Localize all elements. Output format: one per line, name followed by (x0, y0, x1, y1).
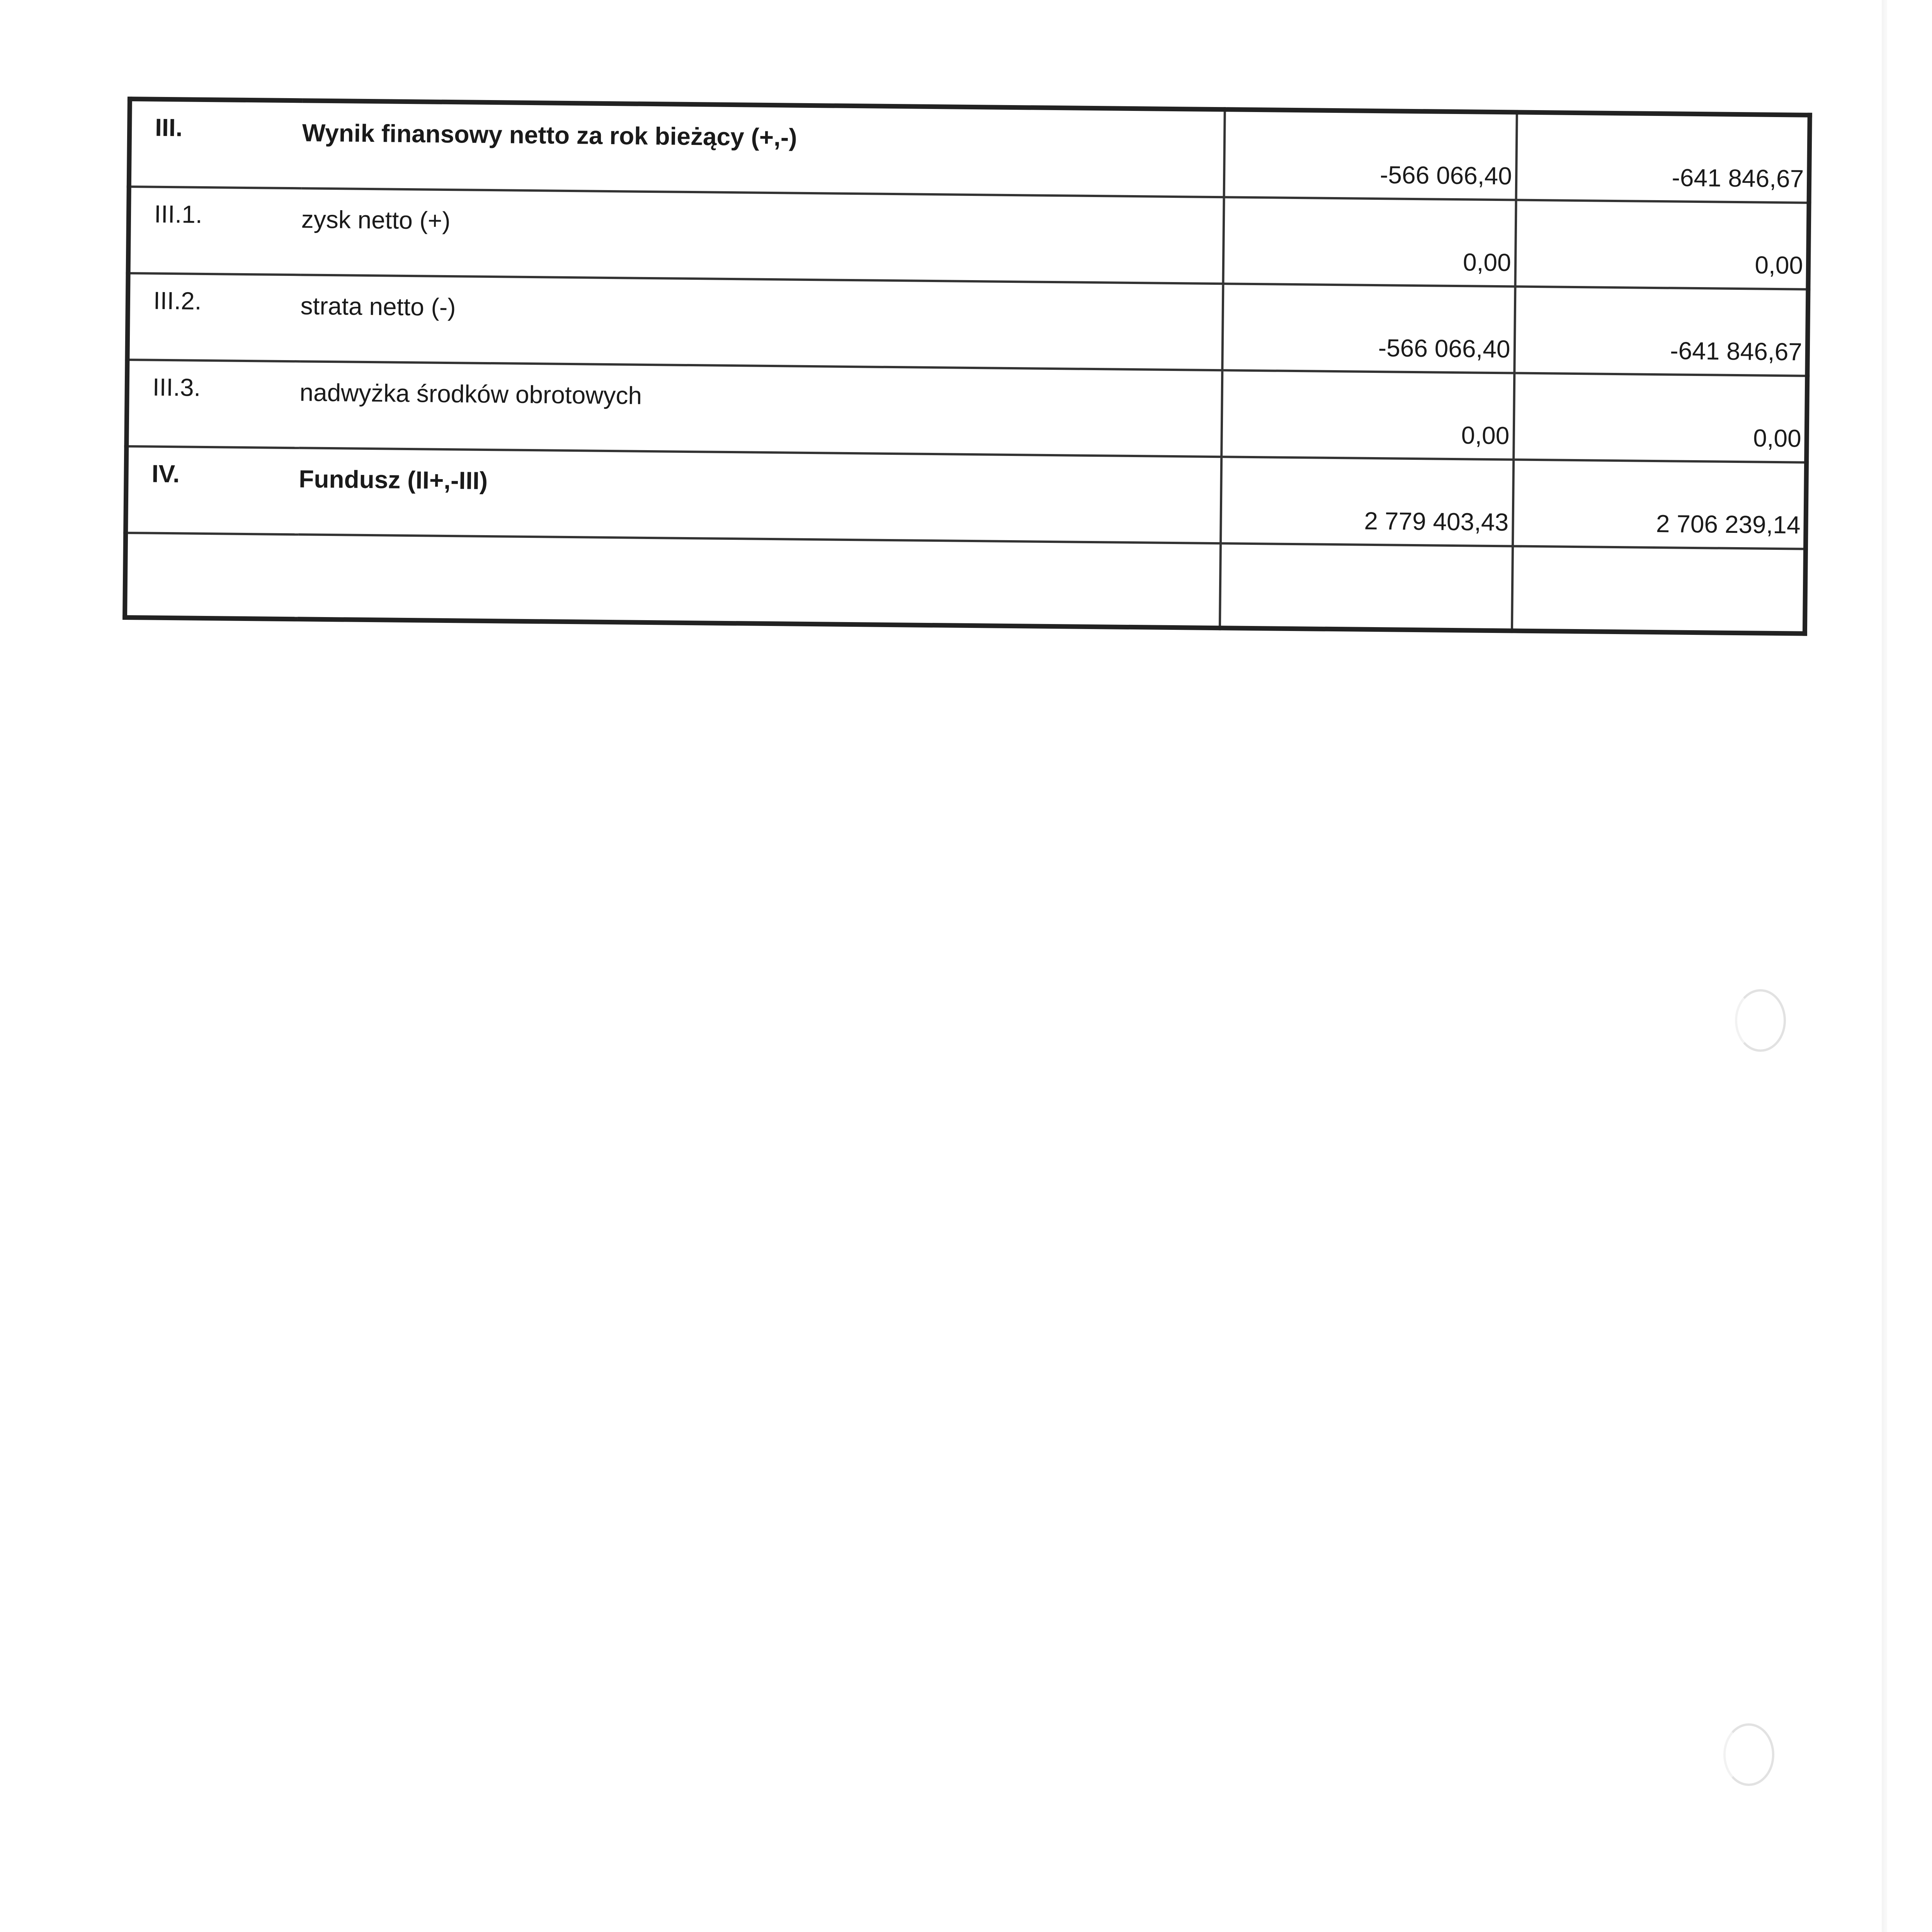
value-current-year: 0,00 (1223, 197, 1516, 286)
value-current-year: -566 066,40 (1223, 284, 1515, 373)
value-previous-year: 0,00 (1514, 373, 1808, 462)
punch-hole-mark (1735, 989, 1786, 1052)
value-previous-year: -641 846,67 (1516, 112, 1810, 203)
table-row (126, 446, 1806, 549)
table-row (129, 99, 1810, 203)
value-previous-year: -641 846,67 (1514, 286, 1808, 376)
value-current-year: 0,00 (1221, 370, 1514, 459)
row-number: III.2. (127, 273, 301, 361)
empty-cell (298, 534, 1221, 628)
row-label: nadwyżka środków obrotowych (299, 361, 1222, 457)
row-label: strata netto (-) (300, 275, 1223, 370)
row-label: Fundusz (II+,-III) (298, 448, 1221, 543)
financial-table (122, 97, 1812, 636)
financial-table-wrapper (122, 97, 1812, 636)
value-current-year: 2 779 403,43 (1221, 457, 1513, 546)
empty-cell (1220, 543, 1512, 631)
punch-hole-mark (1723, 1723, 1774, 1786)
table-row (128, 187, 1809, 289)
scan-edge (1882, 0, 1887, 1932)
row-number: III.1. (128, 187, 302, 275)
row-number: IV. (126, 446, 299, 534)
row-label: Wynik finansowy netto za rok bieżący (+,-) (302, 100, 1225, 197)
table-row (127, 273, 1808, 376)
table-row (126, 360, 1807, 463)
value-current-year: -566 066,40 (1224, 109, 1517, 200)
row-number: III.3. (126, 360, 300, 448)
empty-cell (125, 533, 298, 619)
table-row-empty (125, 533, 1806, 634)
value-previous-year: 0,00 (1515, 200, 1809, 289)
empty-cell (1512, 546, 1805, 633)
value-previous-year: 2 706 239,14 (1513, 459, 1807, 549)
row-label: zysk netto (+) (301, 188, 1224, 284)
row-number: III. (129, 99, 303, 188)
